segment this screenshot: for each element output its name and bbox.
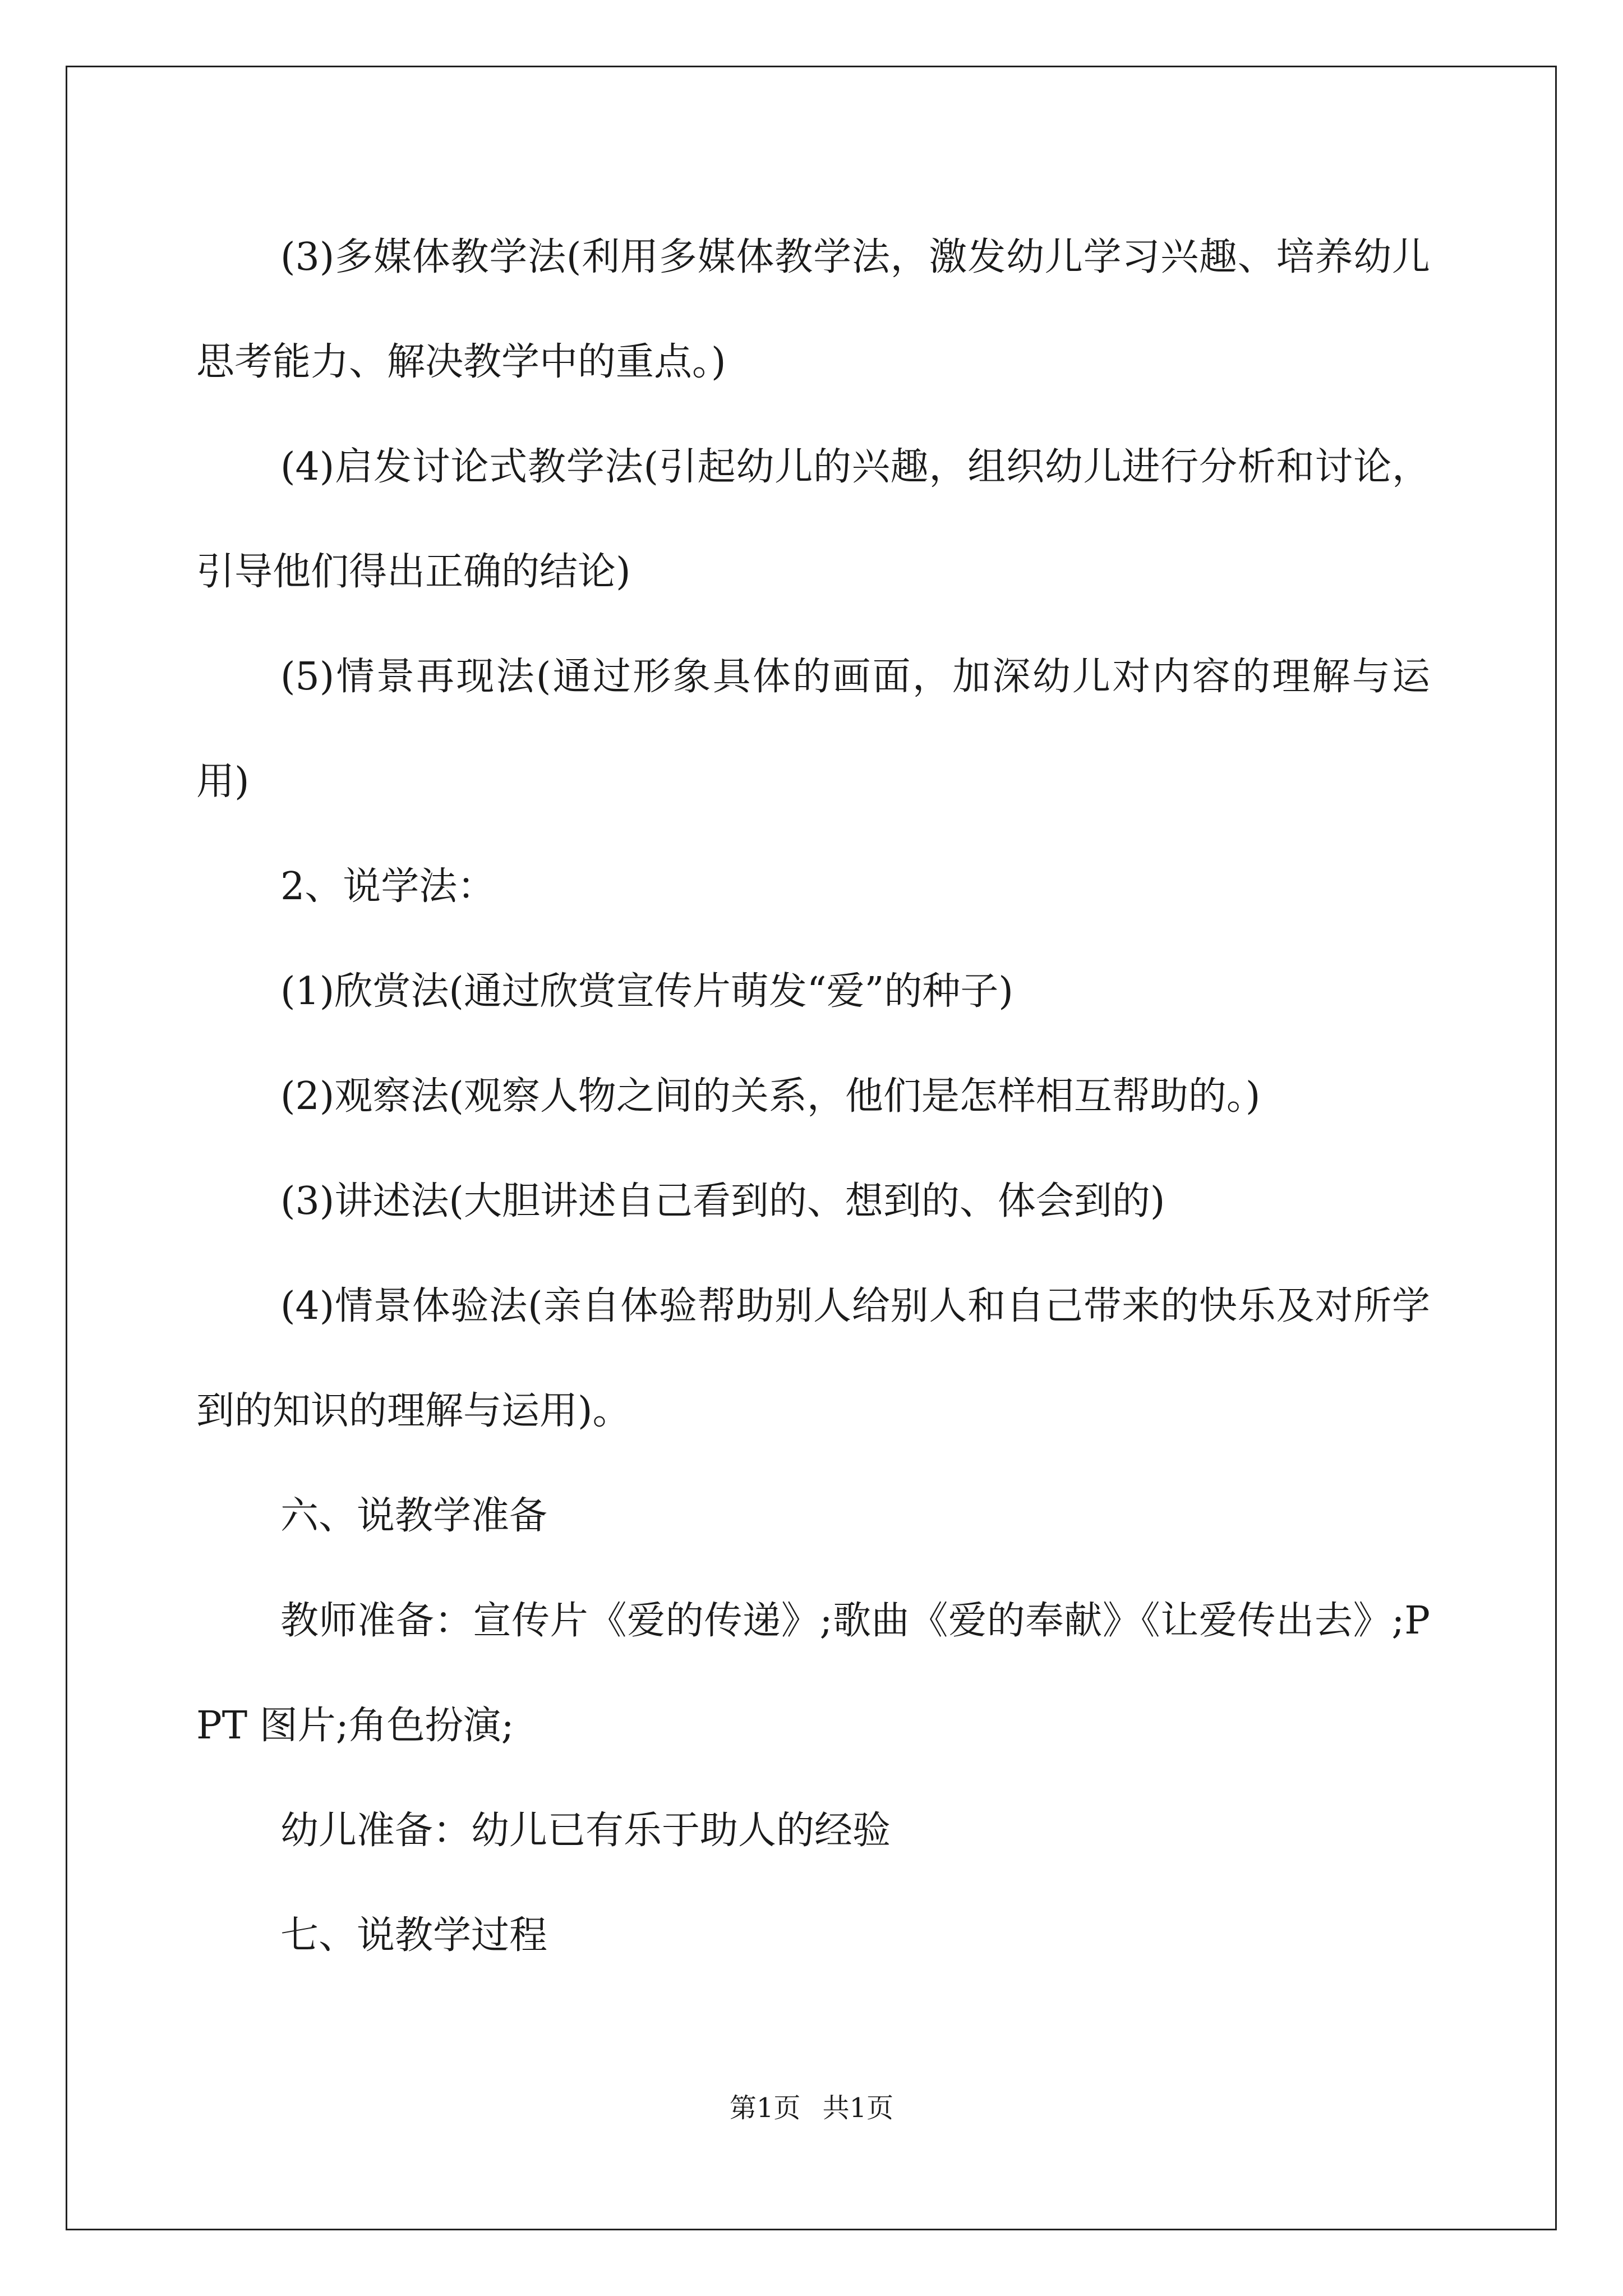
- paragraph: 2、说学法：: [280, 864, 496, 909]
- paragraph: 教师准备：宣传片《爱的传递》;歌曲《爱的奉献》《让爱传出去》;PPT 图片;角色扮演;: [196, 1599, 1430, 1748]
- section-heading: 七、说教学过程: [280, 1913, 548, 1958]
- page-footer: [0, 2091, 1623, 2125]
- paragraph: (5)情景再现法(通过形象具体的画面，加深幼儿对内容的理解与运用): [196, 655, 1430, 804]
- paragraph: (2)观察法(观察人物之间的关系，他们是怎样相互帮助的。): [280, 1074, 1261, 1119]
- paragraph: (3)多媒体教学法(利用多媒体教学法，激发幼儿学习兴趣、培养幼儿思考能力、解决教学中的重点。): [196, 235, 1430, 384]
- paragraph: (3)讲述法(大胆讲述自己看到的、想到的、体会到的): [280, 1179, 1165, 1223]
- paragraph: 幼儿准备：幼儿已有乐于助人的经验: [280, 1809, 891, 1853]
- section-heading: 六、说教学准备: [280, 1494, 548, 1538]
- page-number-total: 共1页: [822, 2092, 894, 2124]
- page-number-current: 第1页: [729, 2092, 801, 2124]
- paragraph: (4)启发讨论式教学法(引起幼儿的兴趣，组织幼儿进行分析和讨论，引导他们得出正确的结论): [196, 445, 1430, 594]
- paragraph: (1)欣赏法(通过欣赏宣传片萌发“爱”的种子): [280, 969, 1013, 1014]
- document-body: [196, 205, 1430, 1988]
- paragraph: (4)情景体验法(亲自体验帮助别人给别人和自己带来的快乐及对所学到的知识的理解与运用)。: [196, 1284, 1430, 1433]
